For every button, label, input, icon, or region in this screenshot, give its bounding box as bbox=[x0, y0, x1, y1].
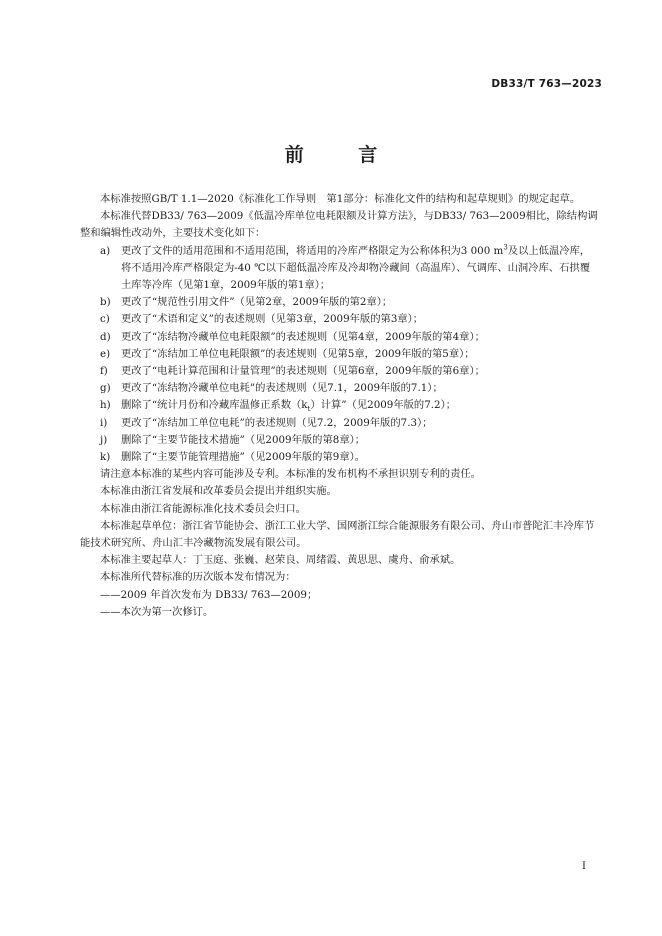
list-item-text-cont: ）计算”（见2009年版的7.2）； bbox=[310, 399, 457, 412]
subscript: t bbox=[307, 405, 311, 414]
list-item-label: d) bbox=[100, 330, 111, 343]
list-item-label: a) bbox=[100, 244, 111, 257]
list-item bbox=[80, 380, 600, 397]
foreword-body bbox=[80, 191, 600, 621]
list-item-text: 更改了“电耗计算范围和计量管理”的表述规则（见第6章，2009年版的第6章）； bbox=[121, 365, 485, 378]
list-item-text: 更改了“规范性引用文件”（见第2章，2009年版的第2章）； bbox=[121, 296, 393, 309]
paragraph-drafting-units: 本标准起草单位：浙江省节能协会、浙江工业大学、国网浙江综合能源服务有限公司、舟山市普陀汇丰冷库节能技术研究所、舟山汇丰冷藏物流发展有限公司。 bbox=[80, 519, 595, 550]
paragraph-drafting-rules: 本标准按照GB/T 1.1—2020《标准化工作导则 第1部分：标准化文件的结构和起草规则》的规定起草。 bbox=[100, 193, 581, 205]
changes-list bbox=[80, 243, 600, 467]
list-item-label: e) bbox=[100, 347, 111, 360]
list-item bbox=[80, 311, 600, 328]
list-item-text: 更改了“冻结物冷藏单位电耗”的表述规则（见7.1，2009年版的7.1）； bbox=[121, 382, 443, 395]
list-item-text: 删除了“主要节能技术措施”（见2009年版的第8章）； bbox=[121, 433, 366, 446]
list-item-label: h) bbox=[100, 399, 111, 412]
list-item-text-cont: 及以上低温冷库，将不适用冷库严格限定为-40 ℃以下超低温冷库及冷却物冷藏间（高温库）、气调库、山洞冷库、石拱覆土库等冷库（见第1章，2009年版的第1章）； bbox=[121, 244, 591, 292]
list-item-text: 更改了“冻结物冷藏单位电耗限额”的表述规则（见第4章，2009年版的第4章）； bbox=[121, 330, 485, 343]
list-item-text: 更改了“冻结加工单位电耗限额”的表述规则（见第5章，2009年版的第5章）； bbox=[121, 347, 475, 360]
history-item: ——2009 年首次发布为 DB33/ 763—2009； bbox=[100, 588, 318, 601]
paragraph-proposer: 本标准由浙江省发展和改革委员会提出并组织实施。 bbox=[100, 485, 337, 498]
paragraph-replacement: 本标准代替DB33/ 763—2009《低温冷库单位电耗限额及计算方法》，与DB33/ 763—2009相比，除结构调整和编辑性改动外，主要技术变化如下： bbox=[80, 210, 598, 240]
list-item-text: 删除了“主要节能管理措施”（见2009年版的第9章）。 bbox=[121, 451, 366, 464]
history-item: ——本次为第一次修订。 bbox=[100, 605, 214, 618]
list-item bbox=[80, 329, 600, 346]
superscript: 3 bbox=[503, 243, 508, 252]
list-item-label: c) bbox=[100, 313, 110, 326]
paragraph-committee: 本标准由浙江省能源标准化技术委员会归口。 bbox=[100, 502, 306, 515]
paragraph-history-intro: 本标准所代替标准的历次版本发布情况为： bbox=[100, 571, 296, 584]
list-item bbox=[80, 243, 600, 295]
list-item-text: 删除了“统计月份和冷藏库温修正系数（k bbox=[121, 399, 308, 412]
list-item-text: 更改了“术语和定义”的表述规则（见第3章，2009年版的第3章）； bbox=[121, 313, 424, 326]
list-item-text: 更改了文件的适用范围和不适用范围，将适用的冷库严格限定为公称体积为3 000 m bbox=[121, 244, 504, 257]
list-item bbox=[80, 346, 600, 363]
list-item bbox=[80, 415, 600, 432]
paragraph-drafters: 本标准主要起草人：丁玉庭、张巍、赵荣良、周绪霞、黄思思、虞舟、俞承斌。 bbox=[100, 554, 461, 567]
list-item-label: j) bbox=[100, 433, 108, 446]
document-code: DB33/T 763—2023 bbox=[491, 78, 602, 90]
page-title: 前 言 bbox=[284, 144, 402, 166]
list-item-text: 更改了“冻结加工单位电耗”的表述规则（见7.2，2009年版的7.3）； bbox=[121, 416, 433, 429]
list-item-label: k) bbox=[100, 451, 111, 464]
list-item bbox=[80, 294, 600, 311]
list-item bbox=[80, 397, 600, 414]
page-number: I bbox=[582, 861, 586, 872]
list-item bbox=[80, 363, 600, 380]
list-item-label: f) bbox=[100, 365, 108, 378]
list-item bbox=[80, 432, 600, 449]
list-item-label: i) bbox=[100, 416, 108, 429]
list-item-label: g) bbox=[100, 382, 111, 395]
list-item bbox=[80, 449, 600, 466]
paragraph-patent: 请注意本标准的某些内容可能涉及专利。本标准的发布机构不承担识别专利的责任。 bbox=[100, 468, 481, 481]
list-item-label: b) bbox=[100, 296, 111, 309]
